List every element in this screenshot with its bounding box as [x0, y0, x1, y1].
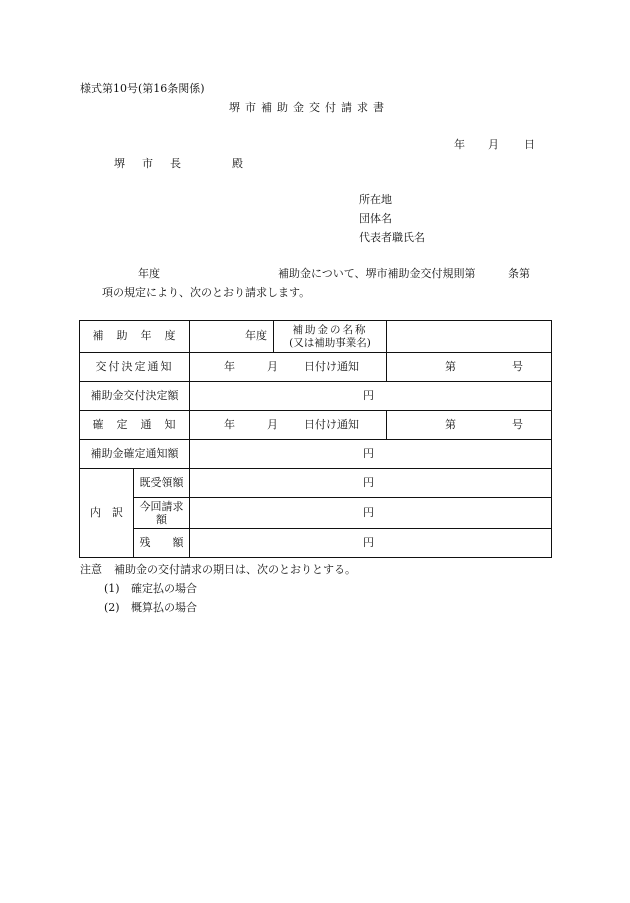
current-request-label-cell [134, 498, 190, 529]
finalization-amount-unit: 円 [363, 446, 374, 460]
subsidy-year-label: 補 助 年 度 [92, 329, 177, 343]
applicant-rep-label: 代表者職氏名 [359, 231, 425, 244]
received-amount-input[interactable] [190, 469, 552, 498]
subsidy-name-label: 補助金の名称 [292, 324, 368, 337]
current-request-label: 今回請求 [139, 499, 184, 513]
grant-decision-year-label: 年 [224, 359, 235, 373]
breakdown-label-cell [80, 469, 134, 558]
subsidy-project-name-label: (又は補助事業名) [289, 336, 371, 349]
note-item-2-number: (2) [104, 601, 120, 614]
grant-decision-no-prefix: 第 [445, 359, 456, 373]
grant-decision-date-suffix: 日付け通知 [304, 359, 359, 373]
form-number: 様式第10号(第16条関係) [80, 82, 205, 95]
grant-decision-amount-unit: 円 [363, 388, 374, 402]
remaining-amount-input[interactable] [190, 529, 552, 558]
subsidy-year-label-cell [80, 321, 190, 353]
current-request-amount-unit: 円 [363, 505, 374, 519]
received-amount-label: 既受領額 [139, 475, 184, 489]
remaining-amount-label-cell [134, 529, 190, 558]
finalization-amount-label-cell [80, 440, 190, 469]
table-row-finalization-notice [80, 411, 552, 440]
notes-text: 補助金の交付請求の期日は、次のとおりとする。 [114, 563, 356, 576]
note-item-2-text: 概算払の場合 [131, 601, 197, 614]
finalization-date-suffix: 日付け通知 [304, 417, 359, 431]
remaining-amount-unit: 円 [363, 535, 374, 549]
subsidy-name-input[interactable] [387, 321, 552, 353]
grant-decision-label-cell [80, 353, 190, 382]
notes-heading: 注意 [80, 563, 102, 576]
applicant-org-label: 団体名 [359, 212, 392, 225]
body-line1-text: 補助金について、堺市補助金交付規則第 [278, 267, 476, 280]
finalization-notice-label-cell [80, 411, 190, 440]
body-year-label: 年度 [138, 267, 160, 280]
received-amount-unit: 円 [363, 475, 374, 489]
breakdown-label: 内 訳 [90, 505, 123, 519]
finalization-notice-label: 確 定 通 知 [92, 417, 177, 431]
current-request-amount-input[interactable] [190, 498, 552, 529]
table-row-grant-decision-notice [80, 353, 552, 382]
finalization-month-label: 月 [267, 417, 278, 431]
request-form-table [79, 320, 552, 558]
finalization-date-input[interactable] [190, 411, 387, 440]
body-line2-text: 項の規定により、次のとおり請求します。 [102, 286, 311, 299]
grant-decision-number-input[interactable] [387, 353, 552, 382]
finalization-no-prefix: 第 [445, 417, 456, 431]
finalization-number-input[interactable] [387, 411, 552, 440]
grant-decision-label: 交付決定通知 [95, 359, 174, 373]
addressee-honorific: 殿 [232, 157, 243, 170]
received-amount-label-cell [134, 469, 190, 498]
subsidy-name-label-cell [274, 321, 387, 353]
grant-decision-date-input[interactable] [190, 353, 387, 382]
grant-decision-amount-label-cell [80, 382, 190, 411]
table-row-finalization-amount [80, 440, 552, 469]
remaining-amount-label: 残 額 [139, 535, 184, 549]
grant-decision-amount-input[interactable] [190, 382, 552, 411]
finalization-no-suffix: 号 [512, 417, 523, 431]
note-item-1-number: (1) [104, 582, 120, 595]
table-row-remaining-amount [80, 529, 552, 558]
body-article-label: 条第 [508, 267, 530, 280]
grant-decision-month-label: 月 [267, 359, 278, 373]
document-title: 堺市補助金交付請求書 [229, 101, 389, 114]
table-row-grant-decision-amount [80, 382, 552, 411]
addressee-name: 堺 市 長 [114, 157, 184, 170]
table-row-current-request-amount [80, 498, 552, 529]
finalization-year-label: 年 [224, 417, 235, 431]
date-month-label: 月 [488, 138, 499, 151]
grant-decision-amount-label: 補助金交付決定額 [90, 388, 179, 402]
table-row-received-amount [80, 469, 552, 498]
finalization-amount-label: 補助金確定通知額 [90, 446, 179, 460]
grant-decision-no-suffix: 号 [512, 359, 523, 373]
current-request-label-amount: 額 [156, 513, 167, 526]
date-day-label: 日 [524, 138, 535, 151]
subsidy-year-input[interactable] [190, 321, 274, 353]
table-row-subsidy-year [80, 321, 552, 353]
finalization-amount-input[interactable] [190, 440, 552, 469]
subsidy-year-unit: 年度 [245, 329, 267, 343]
applicant-address-label: 所在地 [359, 193, 392, 206]
date-year-label: 年 [454, 138, 465, 151]
note-item-1-text: 確定払の場合 [131, 582, 197, 595]
